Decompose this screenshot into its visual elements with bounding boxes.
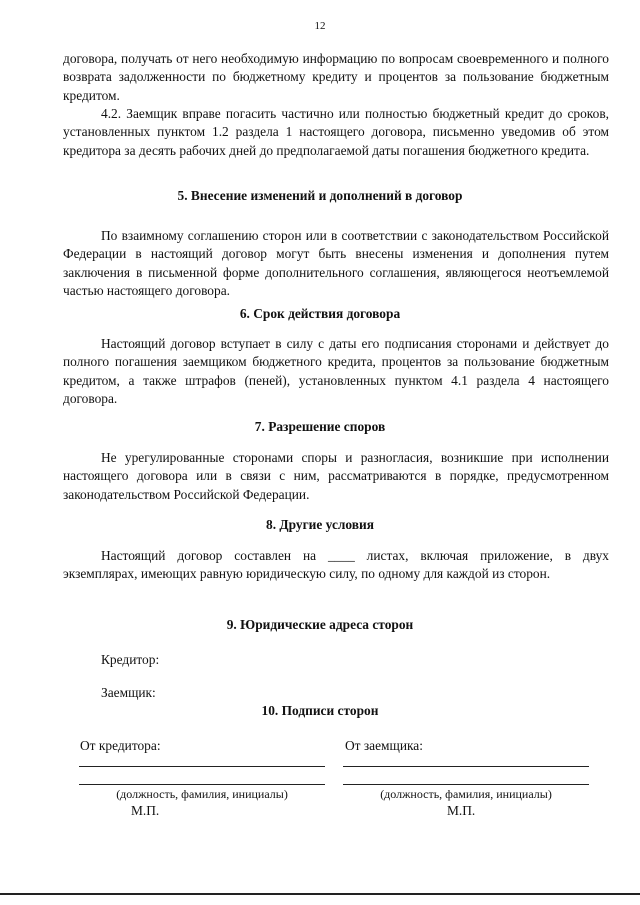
heading-section-9: 9. Юридические адреса сторон (226, 617, 414, 632)
creditor-signature-label: От кредитора: (80, 738, 161, 753)
borrower-address-label: Заемщик: (101, 685, 156, 700)
paragraph-section-7: Не урегулированные сторонами споры и разногласия, возникшие при исполнении настоящего договора или в связи с ним, рассматриваются в порядке, предусмотренном законодательством Российской Федерации. (63, 450, 609, 502)
creditor-signature-line-1 (79, 766, 325, 767)
borrower-signature-line-1 (343, 766, 589, 767)
paragraph-section-5: По взаимному соглашению сторон или в соответствии с законодательством Российской Федерации в настоящий договор могут быть внесены изменения и дополнения путем заключения в письменной форме дополнительного соглашения, являющегося неотъемлемой частью настоящего договора. (63, 228, 609, 298)
paragraph-section-6: Настоящий договор вступает в силу с даты его подписания сторонами и действует до полного погашения заемщиком бюджетного кредита, процентов за пользование бюджетным кредитом, а также штрафов (пеней), установленных пунктом 4.1 раздела 4 настоящего договора. (63, 336, 609, 406)
page-number: 12 (314, 20, 326, 32)
paragraph-section-8: Настоящий договор составлен на ____ листах, включая приложение, в двух экземплярах, имеющих равную юридическую силу, по одному для каждой из сторон. (63, 548, 609, 582)
heading-section-7: 7. Разрешение споров (254, 419, 386, 434)
paragraph-4-2: 4.2. Заемщик вправе погасить частично или полностью бюджетный кредит до сроков, установленных пунктом 1.2 раздела 1 настоящего договора, письменно уведомив об этом кредитора за десять рабочих дней до предполагаемой даты погашения бюджетного кредита. (63, 106, 609, 158)
paragraph-continuation: договора, получать от него необходимую информацию по вопросам своевременного и полного возврата задолженности по бюджетному кредиту и процентов за пользование бюджетным кредитом. (63, 51, 609, 103)
heading-section-10: 10. Подписи сторон (261, 703, 379, 718)
creditor-address-label: Кредитор: (101, 652, 160, 667)
heading-section-8: 8. Другие условия (266, 517, 374, 532)
creditor-signature-line-2 (79, 784, 325, 785)
heading-section-6: 6. Срок действия договора (239, 306, 401, 321)
borrower-seal-label: М.П. (447, 803, 476, 818)
creditor-signature-caption: (должность, фамилия, инициалы) (116, 787, 288, 801)
heading-section-5: 5. Внесение изменений и дополнений в договор (177, 188, 463, 203)
borrower-signature-caption: (должность, фамилия, инициалы) (380, 787, 552, 801)
creditor-seal-label: М.П. (131, 803, 160, 818)
borrower-signature-label: От заемщика: (345, 738, 423, 753)
page-bottom-rule (0, 893, 640, 895)
borrower-signature-line-2 (343, 784, 589, 785)
